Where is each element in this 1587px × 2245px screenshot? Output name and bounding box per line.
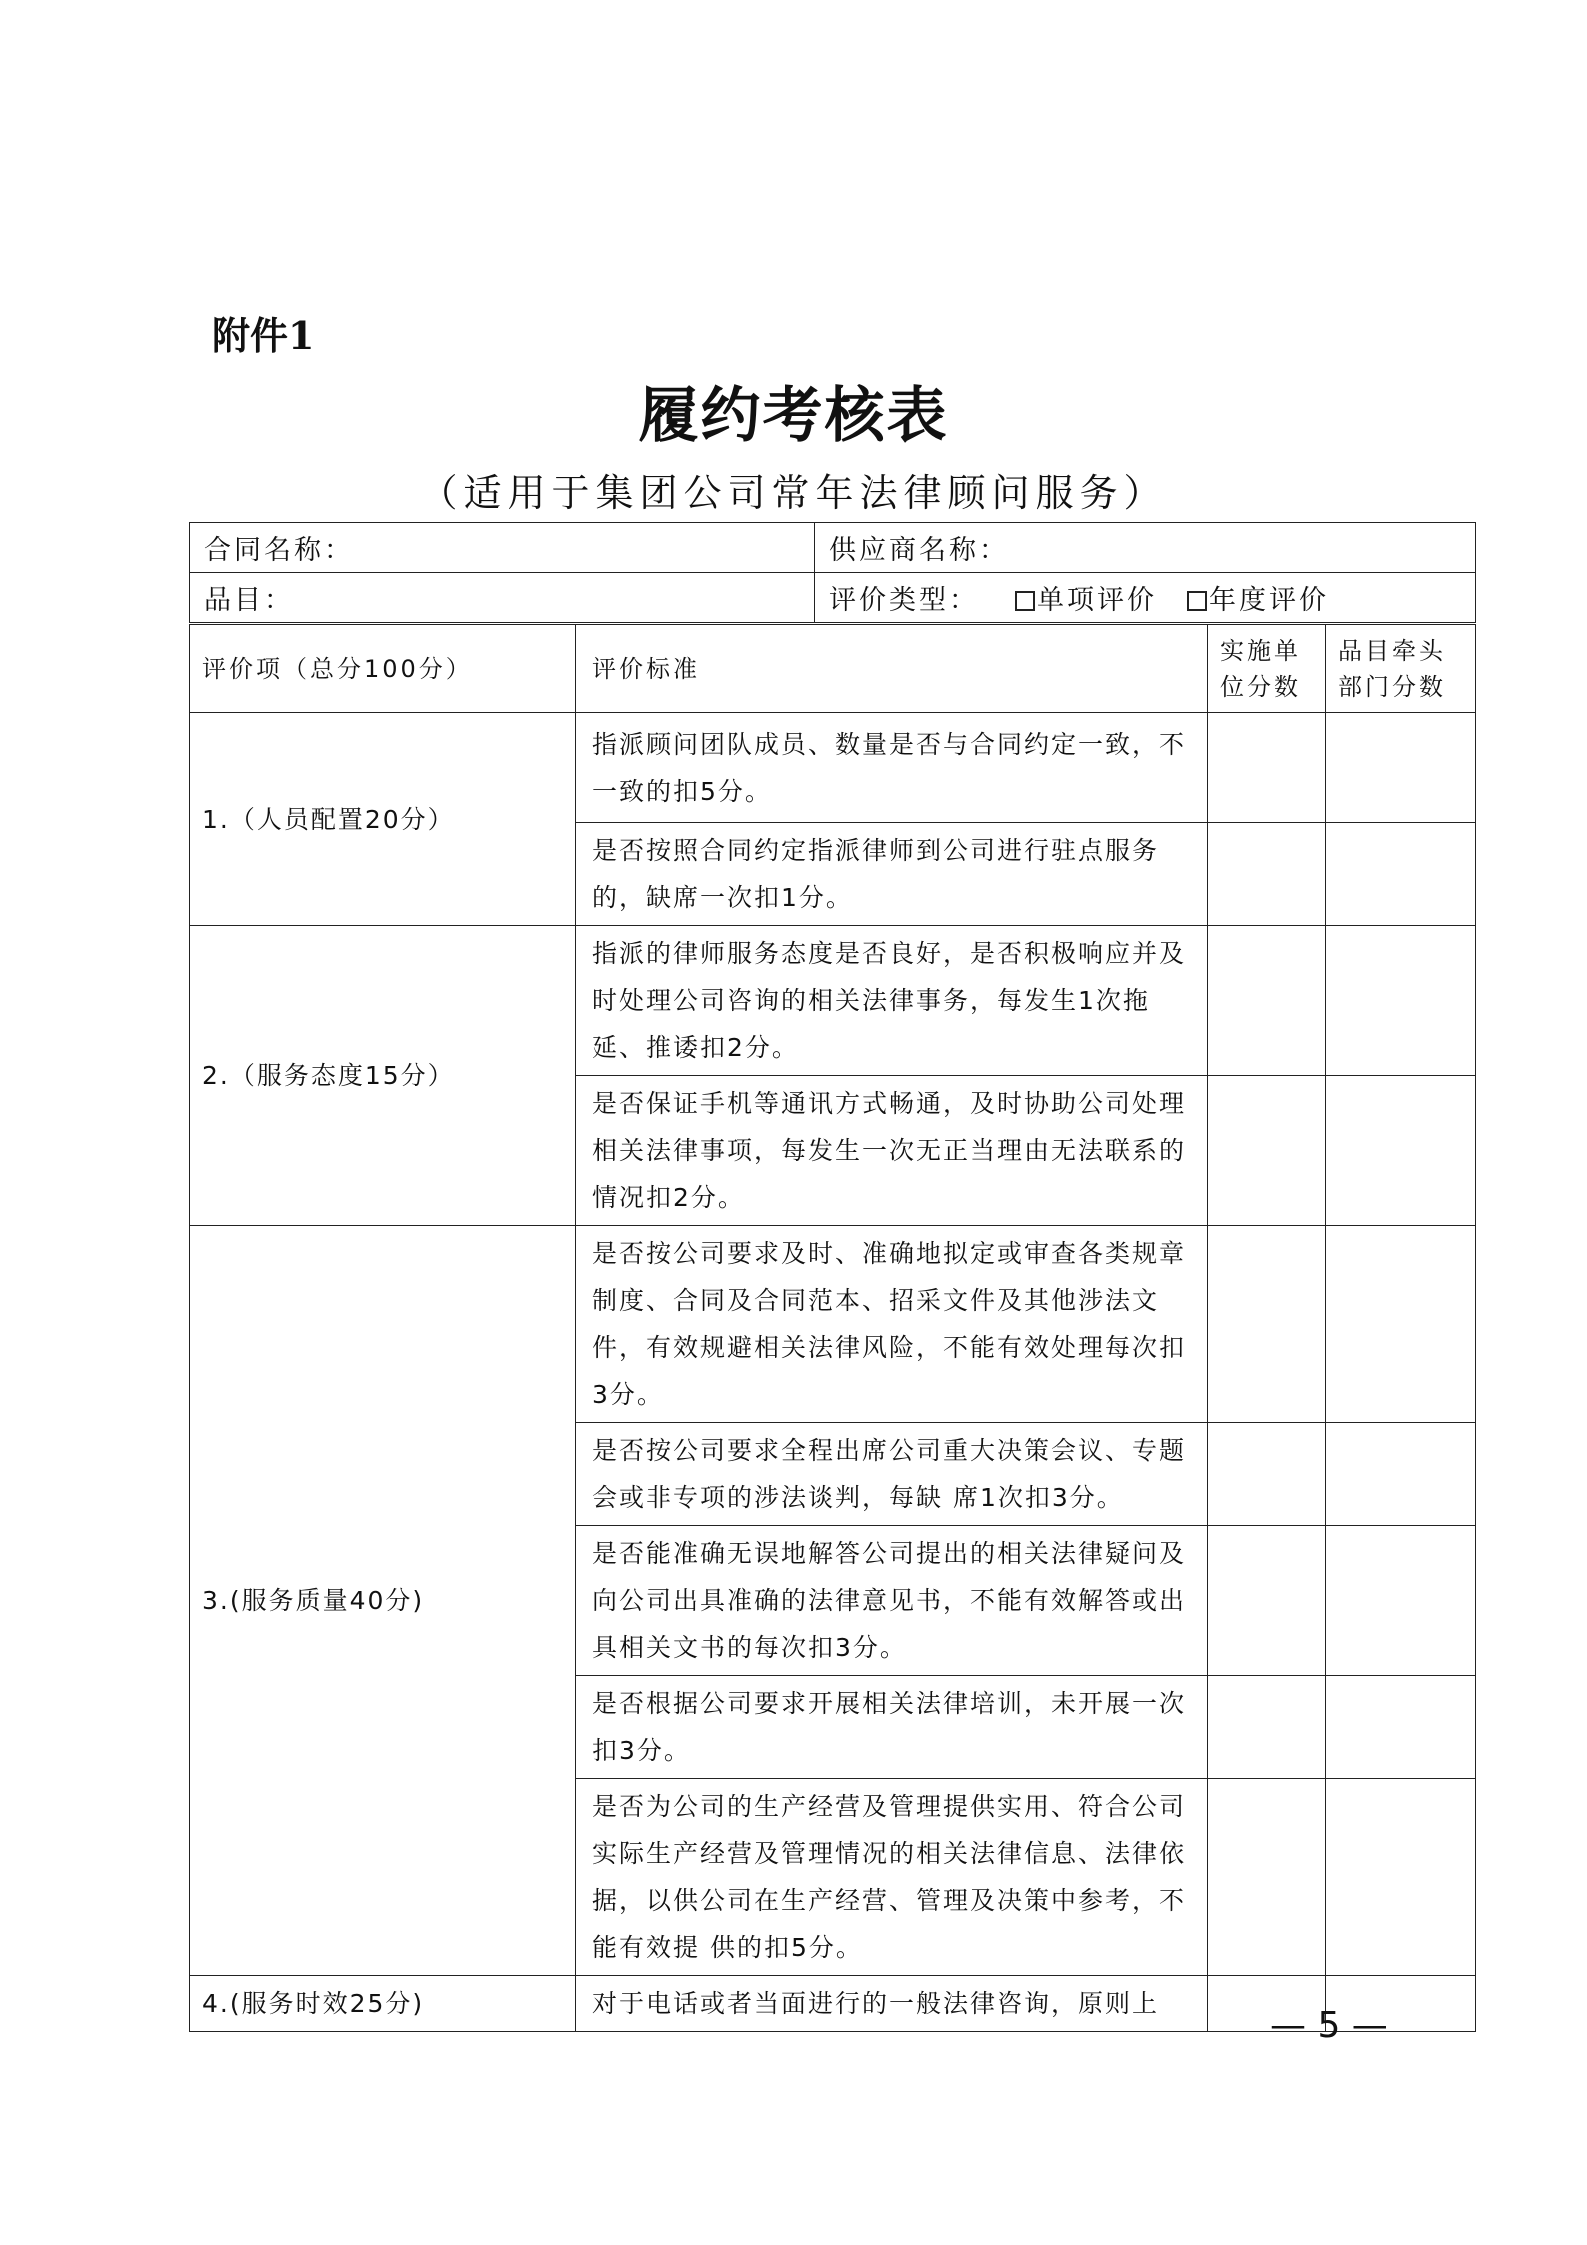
single-eval-checkbox[interactable] bbox=[1015, 591, 1035, 611]
section-name: 4.(服务时效25分) bbox=[190, 1976, 576, 2032]
unit-score-cell[interactable] bbox=[1208, 1423, 1326, 1526]
contract-name-label: 合同名称： bbox=[204, 535, 354, 566]
annual-eval-checkbox[interactable] bbox=[1187, 591, 1207, 611]
info-row-2 bbox=[190, 573, 1476, 623]
criteria-text: 是否为公司的生产经营及管理提供实用、符合公司实际生产经营及管理情况的相关法律信息、法律依据，以供公司在生产经营、管理及决策中参考，不能有效提 供的扣5分。 bbox=[576, 1779, 1208, 1976]
document-title: 履约考核表 bbox=[638, 381, 949, 451]
info-row-1 bbox=[190, 523, 1476, 573]
dept-score-cell[interactable] bbox=[1326, 713, 1476, 823]
document-subtitle: （适用于集团公司常年法律顾问服务） bbox=[419, 471, 1168, 515]
dept-score-cell[interactable] bbox=[1326, 1076, 1476, 1226]
page-number: — 5 — bbox=[1270, 2005, 1388, 2046]
criteria-text: 是否按公司要求及时、准确地拟定或审查各类规章制度、合同及合同范本、招采文件及其他涉法文件，有效规避相关法律风险，不能有效处理每次扣3分。 bbox=[576, 1226, 1208, 1423]
criteria-text: 是否能准确无误地解答公司提出的相关法律疑问及向公司出具准确的法律意见书，不能有效解答或出具相关文书的每次扣3分。 bbox=[576, 1526, 1208, 1676]
single-eval-label: 单项评价 bbox=[1037, 585, 1157, 616]
dept-score-cell[interactable] bbox=[1326, 1676, 1476, 1779]
header-criteria: 评价标准 bbox=[576, 625, 1208, 713]
evaluation-table bbox=[189, 624, 1476, 2032]
eval-type-cell bbox=[815, 573, 1476, 623]
header-item: 评价项（总分100分） bbox=[190, 625, 576, 713]
dept-score-cell[interactable] bbox=[1326, 1226, 1476, 1423]
section-name: 1.（人员配置20分） bbox=[190, 713, 576, 926]
annual-eval-label: 年度评价 bbox=[1209, 585, 1329, 616]
unit-score-cell[interactable] bbox=[1208, 926, 1326, 1076]
criteria-text: 是否按照合同约定指派律师到公司进行驻点服务的，缺席一次扣1分。 bbox=[576, 823, 1208, 926]
section-name: 3.(服务质量40分) bbox=[190, 1226, 576, 1976]
unit-score-cell[interactable] bbox=[1208, 823, 1326, 926]
criteria-text: 是否保证手机等通讯方式畅通，及时协助公司处理相关法律事项，每发生一次无正当理由无法联系的情况扣2分。 bbox=[576, 1076, 1208, 1226]
header-dept-score: 品目牵头部门分数 bbox=[1326, 625, 1476, 713]
section-name: 2.（服务态度15分） bbox=[190, 926, 576, 1226]
category-cell[interactable] bbox=[190, 573, 815, 623]
criteria-text: 指派的律师服务态度是否良好，是否积极响应并及时处理公司咨询的相关法律事务，每发生1次拖延、推诿扣2分。 bbox=[576, 926, 1208, 1076]
dept-score-cell[interactable] bbox=[1326, 1779, 1476, 1976]
dept-score-cell[interactable] bbox=[1326, 1423, 1476, 1526]
header-row bbox=[190, 625, 1476, 713]
supplier-name-cell[interactable] bbox=[815, 523, 1476, 573]
table-row bbox=[190, 1226, 1476, 1423]
table-row bbox=[190, 926, 1476, 1076]
unit-score-cell[interactable] bbox=[1208, 1076, 1326, 1226]
contract-name-cell[interactable] bbox=[190, 523, 815, 573]
criteria-text: 指派顾问团队成员、数量是否与合同约定一致，不一致的扣5分。 bbox=[576, 713, 1208, 823]
criteria-text: 是否根据公司要求开展相关法律培训，未开展一次扣3分。 bbox=[576, 1676, 1208, 1779]
dept-score-cell[interactable] bbox=[1326, 823, 1476, 926]
supplier-name-label: 供应商名称： bbox=[829, 535, 1009, 566]
unit-score-cell[interactable] bbox=[1208, 713, 1326, 823]
unit-score-cell[interactable] bbox=[1208, 1676, 1326, 1779]
unit-score-cell[interactable] bbox=[1208, 1226, 1326, 1423]
attachment-label: 附件1 bbox=[212, 313, 315, 358]
table-row bbox=[190, 713, 1476, 823]
criteria-text: 是否按公司要求全程出席公司重大决策会议、专题会或非专项的涉法谈判，每缺 席1次扣3分。 bbox=[576, 1423, 1208, 1526]
unit-score-cell[interactable] bbox=[1208, 1779, 1326, 1976]
dept-score-cell[interactable] bbox=[1326, 1526, 1476, 1676]
info-table bbox=[189, 522, 1476, 623]
criteria-text: 对于电话或者当面进行的一般法律咨询，原则上 bbox=[576, 1976, 1208, 2032]
header-unit-score: 实施单位分数 bbox=[1208, 625, 1326, 713]
category-label: 品目： bbox=[204, 585, 294, 616]
dept-score-cell[interactable] bbox=[1326, 926, 1476, 1076]
unit-score-cell[interactable] bbox=[1208, 1526, 1326, 1676]
eval-type-label: 评价类型： bbox=[829, 585, 979, 616]
